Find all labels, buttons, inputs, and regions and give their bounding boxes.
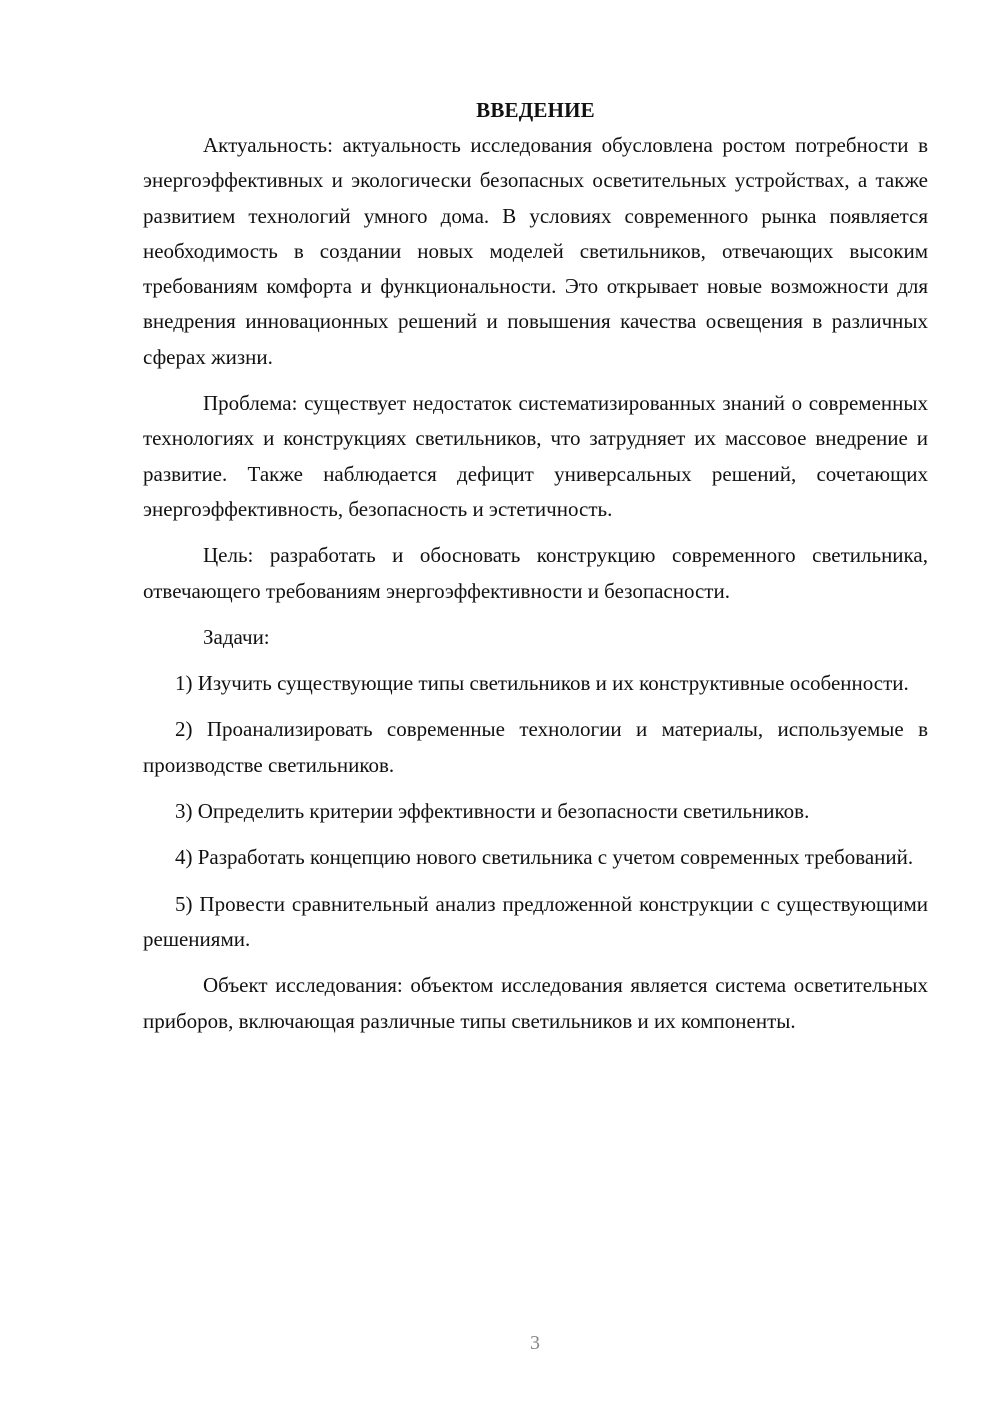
goal-paragraph: Цель: разработать и обосновать конструкцию современного светильника, отвечающего требованиям энергоэффективности и безопасности. xyxy=(143,543,928,603)
page-number: 3 xyxy=(530,1332,540,1354)
page-content xyxy=(143,93,928,1050)
task-item-5: 5) Провести сравнительный анализ предложенной конструкции с существующими решениями. xyxy=(143,891,928,951)
task-item-4: 4) Разработать концепцию нового светильника с учетом современных требований. xyxy=(175,845,914,870)
relevance-paragraph: Актуальность: актуальность исследования обусловлена ростом потребности в энергоэффективных и экологически безопасных осветительных устройствах, а также развитием технологий умного дома. В условиях современного рынка появляется необходимость в создании новых моделей светильников, отвечающих высоким требованиям комфорта и функциональности. Это открывает новые возможности для внедрения инновационных решений и повышения качества освещения в различных сферах жизни. xyxy=(143,133,928,369)
task-item-1: 1) Изучить существующие типы светильников и их конструктивные особенности. xyxy=(175,671,909,696)
tasks-label: Задачи: xyxy=(203,624,270,649)
task-item-2: 2) Проанализировать современные технологии и материалы, используемые в производстве светильников. xyxy=(143,717,928,777)
object-paragraph: Объект исследования: объектом исследования является система осветительных приборов, включающая различные типы светильников и их компоненты. xyxy=(143,973,928,1033)
section-title: ВВЕДЕНИЕ xyxy=(476,98,595,122)
problem-paragraph: Проблема: существует недостаток систематизированных знаний о современных технологиях и конструкциях светильников, что затрудняет их массовое внедрение и развитие. Также наблюдается дефицит универсальных решений, сочетающих энергоэффективность, безопасность и эстетичность. xyxy=(143,391,928,521)
task-item-3: 3) Определить критерии эффективности и безопасности светильников. xyxy=(175,799,810,824)
